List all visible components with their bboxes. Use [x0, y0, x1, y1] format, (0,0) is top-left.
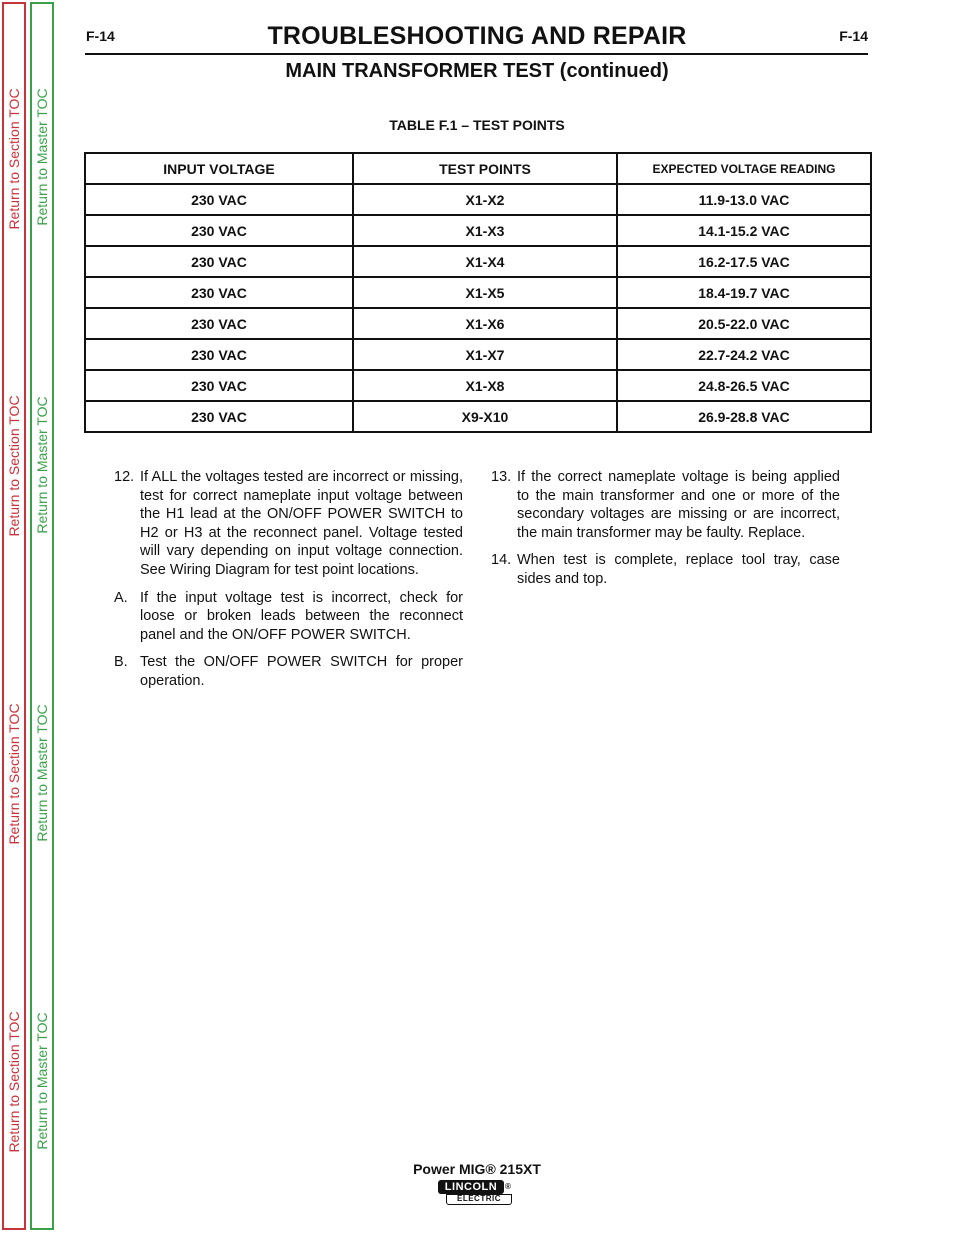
- input-voltage-cell: 230 VAC: [85, 215, 353, 246]
- logo-bottom-text: ELECTRIC: [446, 1194, 512, 1205]
- instructions-left-column: [114, 468, 463, 700]
- master-toc-bar: [30, 2, 54, 1230]
- input-voltage-cell: 230 VAC: [85, 277, 353, 308]
- step-text: If ALL the voltages tested are incorrect or missing, test for correct nameplate input voltage between the H1 lead at the ON/OFF POWER SWITCH to H2 or H3 at the reconnect panel. Voltage tested will vary depending on input voltage connection. See Wiring Diagram for test point locations.: [140, 469, 463, 578]
- test-points-cell: X1-X6: [353, 308, 617, 339]
- return-to-section-toc-link[interactable]: Return to Section TOC: [6, 703, 22, 845]
- logo-top-text: LINCOLN: [438, 1180, 504, 1194]
- test-points-cell: X1-X5: [353, 277, 617, 308]
- return-to-section-toc-link[interactable]: Return to Section TOC: [6, 88, 22, 230]
- table-row: [85, 184, 871, 215]
- step-text: If the correct nameplate voltage is being applied to the main transformer and one or more of the secondary voltages are missing or are incorrect, the main transformer may be faulty. Replace.: [517, 469, 840, 541]
- return-to-master-toc-link[interactable]: Return to Master TOC: [34, 704, 50, 842]
- step-item: [491, 468, 840, 542]
- input-voltage-cell: 230 VAC: [85, 370, 353, 401]
- test-points-cell: X1-X7: [353, 339, 617, 370]
- step-number: 12.: [114, 469, 135, 485]
- table-row: [85, 401, 871, 432]
- step-number: 13.: [491, 469, 512, 485]
- expected-voltage-cell: 16.2-17.5 VAC: [617, 246, 871, 277]
- test-points-cell: X1-X2: [353, 184, 617, 215]
- table-row: [85, 246, 871, 277]
- expected-voltage-cell: 24.8-26.5 VAC: [617, 370, 871, 401]
- page-title: TROUBLESHOOTING AND REPAIR: [267, 22, 687, 50]
- step-item: [114, 589, 463, 645]
- table-row: [85, 370, 871, 401]
- expected-voltage-cell: 14.1-15.2 VAC: [617, 215, 871, 246]
- test-points-cell: X1-X3: [353, 215, 617, 246]
- step-text: Test the ON/OFF POWER SWITCH for proper operation.: [140, 654, 463, 689]
- expected-voltage-cell: 26.9-28.8 VAC: [617, 401, 871, 432]
- step-text: If the input voltage test is incorrect, check for loose or broken leads between the reconnect panel and the ON/OFF POWER SWITCH.: [140, 589, 463, 643]
- return-to-master-toc-link[interactable]: Return to Master TOC: [34, 396, 50, 534]
- table-row: [85, 308, 871, 339]
- table-caption: TABLE F.1 – TEST POINTS: [389, 117, 565, 133]
- return-to-section-toc-link[interactable]: Return to Section TOC: [6, 395, 22, 537]
- input-voltage-cell: 230 VAC: [85, 339, 353, 370]
- step-number: 14.: [491, 552, 512, 569]
- return-to-master-toc-link[interactable]: Return to Master TOC: [34, 1012, 50, 1150]
- step-item: [491, 551, 840, 588]
- test-points-table: [84, 152, 872, 433]
- footer-model-name: Power MIG® 215XT: [413, 1161, 541, 1177]
- header-input-voltage: INPUT VOLTAGE: [85, 153, 353, 184]
- page-code-left: F-14: [86, 28, 115, 44]
- step-number: B.: [114, 654, 128, 671]
- input-voltage-cell: 230 VAC: [85, 308, 353, 339]
- test-points-cell: X1-X8: [353, 370, 617, 401]
- test-points-cell: X1-X4: [353, 246, 617, 277]
- table-header-row: [85, 153, 871, 184]
- table-row: [85, 339, 871, 370]
- step-number: A.: [114, 589, 128, 606]
- page-subtitle: MAIN TRANSFORMER TEST (continued): [285, 60, 669, 82]
- input-voltage-cell: 230 VAC: [85, 401, 353, 432]
- header-divider: [85, 53, 868, 55]
- lincoln-electric-logo: [436, 1180, 512, 1206]
- header-expected-voltage: EXPECTED VOLTAGE READING: [617, 153, 871, 184]
- step-item: [114, 653, 463, 690]
- expected-voltage-cell: 18.4-19.7 VAC: [617, 277, 871, 308]
- step-text: When test is complete, replace tool tray, case sides and top.: [517, 552, 840, 587]
- input-voltage-cell: 230 VAC: [85, 246, 353, 277]
- header-test-points: TEST POINTS: [353, 153, 617, 184]
- table-row: [85, 215, 871, 246]
- step-item: [114, 468, 463, 580]
- section-toc-bar: [2, 2, 26, 1230]
- return-to-master-toc-link[interactable]: Return to Master TOC: [34, 88, 50, 226]
- input-voltage-cell: 230 VAC: [85, 184, 353, 215]
- page-code-right: F-14: [839, 28, 868, 44]
- expected-voltage-cell: 22.7-24.2 VAC: [617, 339, 871, 370]
- test-points-cell: X9-X10: [353, 401, 617, 432]
- instructions-right-column: [491, 468, 840, 598]
- expected-voltage-cell: 11.9-13.0 VAC: [617, 184, 871, 215]
- table-row: [85, 277, 871, 308]
- logo-registered-mark: ®: [505, 1182, 511, 1191]
- return-to-section-toc-link[interactable]: Return to Section TOC: [6, 1011, 22, 1153]
- expected-voltage-cell: 20.5-22.0 VAC: [617, 308, 871, 339]
